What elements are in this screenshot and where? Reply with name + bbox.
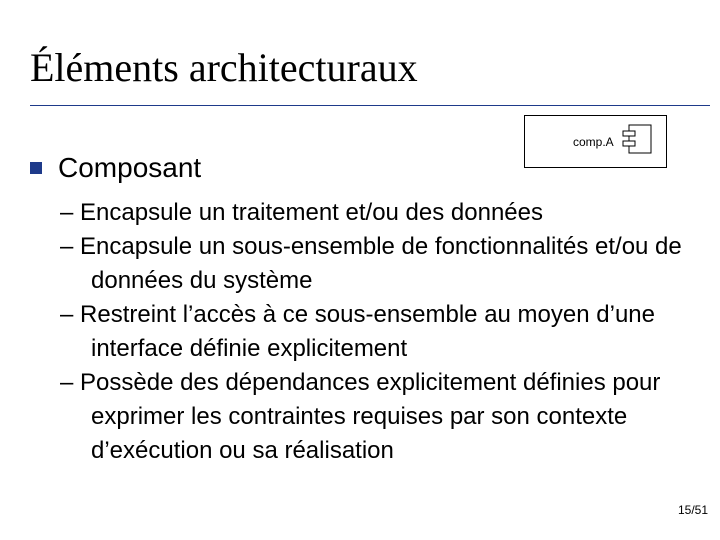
subitem: – Restreint l’accès à ce sous-ensemble au moyen d’une interface définie explicitement [60,301,655,362]
slide-title: Éléments architecturaux [30,45,418,90]
subitem: – Encapsule un traitement et/ou des données [60,199,543,226]
bullet-composant [30,150,201,186]
subitem-list [60,196,700,468]
subitem: – Encapsule un sous-ensemble de fonctionnalités et/ou de données du système [60,233,682,294]
title-divider [30,105,710,106]
uml-component-icon [621,122,655,156]
bullet-label: Composant [58,152,202,183]
component-label: comp.A [573,135,614,149]
page-number: 15/51 [677,503,708,517]
component-diagram [524,115,667,168]
subitem: – Possède des dépendances explicitement définies pour exprimer les contraintes requises par son contexte d’exécution ou sa réalisation [60,369,661,464]
bullet-square-icon [30,162,42,174]
